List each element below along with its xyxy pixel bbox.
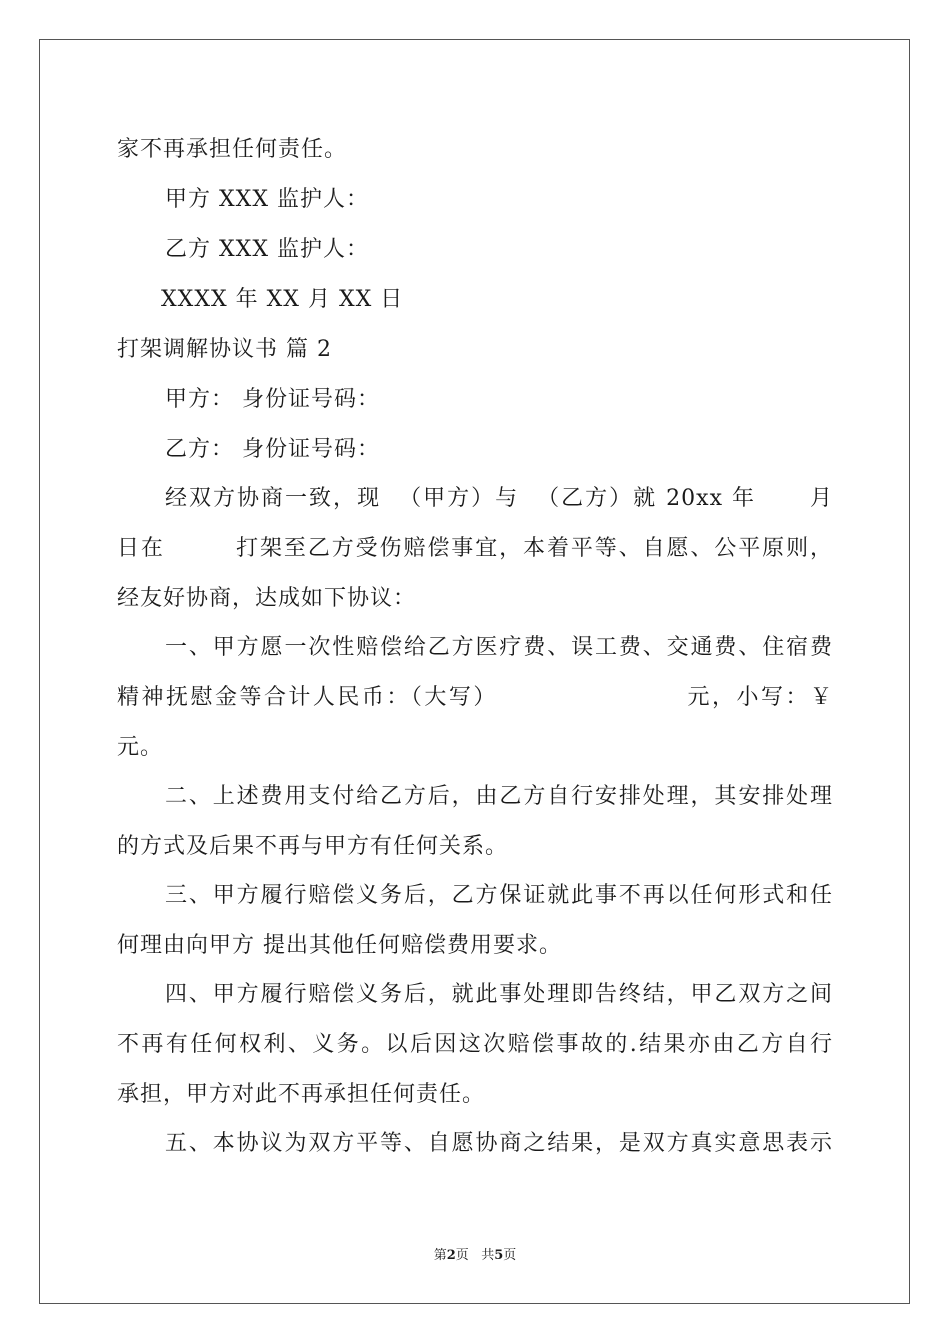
text-line: 五、本协议为双方平等、自愿协商之结果，是双方真实意思表示 (165, 1131, 833, 1156)
text-line: 经友好协商，达成如下协议： (117, 586, 417, 611)
text-line: 的方式及后果不再与甲方有任何关系。 (117, 834, 509, 859)
footer-prefix: 第 (433, 1248, 447, 1263)
footer-suffix: 页 (503, 1248, 517, 1263)
text-line: 经双方协商一致，现 （甲方）与 （乙方）就 20xx 年 月 (165, 486, 833, 511)
text-line: 日在 打架至乙方受伤赔偿事宜，本着平等、自愿、公平原则， (117, 536, 833, 561)
section-heading: 打架调解协议书 篇 2 (117, 337, 332, 362)
text-line: 三、甲方履行赔偿义务后，乙方保证就此事不再以任何形式和任 (165, 883, 833, 908)
total-page-number: 5 (494, 1248, 504, 1263)
page-border (39, 39, 910, 1304)
text-line: 家不再承担任何责任。 (117, 137, 348, 162)
footer-mid: 页 共 (455, 1248, 495, 1263)
page-number-footer (0, 1247, 950, 1265)
text-line: 何理由向甲方 提出其他任何赔偿费用要求。 (117, 933, 562, 958)
text-line: 一、甲方愿一次性赔偿给乙方医疗费、误工费、交通费、住宿费 (165, 635, 833, 660)
text-line: 乙方 XXX 监护人： (165, 237, 369, 262)
text-line: 甲方 XXX 监护人： (165, 187, 369, 212)
current-page-number: 2 (446, 1248, 456, 1263)
text-line: 二、上述费用支付给乙方后，由乙方自行安排处理，其安排处理 (165, 784, 833, 809)
text-line: XXXX 年 XX 月 XX 日 (161, 287, 404, 312)
text-line: 不再有任何权利、义务。以后因这次赔偿事故的.结果亦由乙方自行 (117, 1032, 833, 1057)
text-line: 乙方： 身份证号码： (165, 437, 380, 462)
text-line: 承担，甲方对此不再承担任何责任。 (117, 1082, 486, 1107)
text-line: 精神抚慰金等合计人民币：（大写） 元，小写：￥ (117, 685, 833, 710)
text-line: 四、甲方履行赔偿义务后，就此事处理即告终结，甲乙双方之间 (165, 982, 833, 1007)
text-line: 甲方： 身份证号码： (165, 387, 380, 412)
text-line: 元。 (117, 735, 164, 760)
